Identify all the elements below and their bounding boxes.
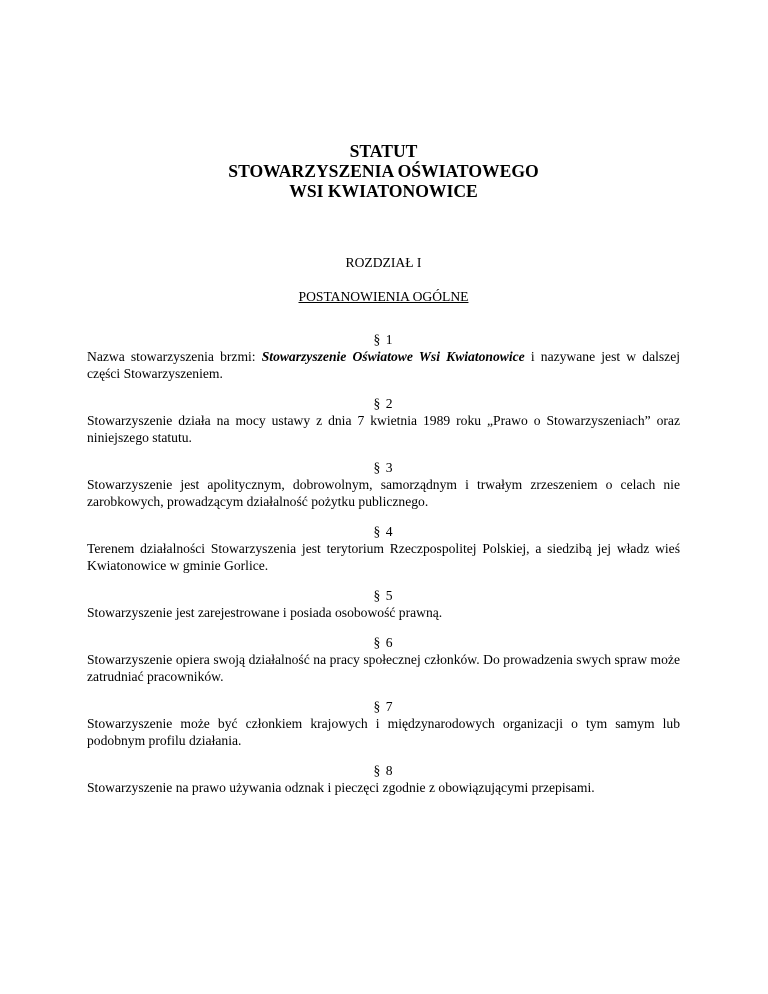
section-symbol: § 6 [373,635,394,650]
sections-list [87,332,680,796]
document-title [87,141,680,201]
section-8 [87,763,680,796]
title-line-1: STATUT [349,141,418,161]
section-4 [87,524,680,574]
association-name-emphasis: Stowarzyszenie Oświatowe Wsi Kwiatonowice [261,349,525,364]
section-text: Stowarzyszenie działa na mocy ustawy z dnia 7 kwietnia 1989 roku „Prawo o Stowarzyszeniach” oraz niniejszego statutu. [87,413,680,445]
section-1 [87,332,680,382]
section-6 [87,635,680,685]
section-3 [87,460,680,510]
section-symbol: § 2 [373,396,394,411]
section-text: Stowarzyszenie jest zarejestrowane i posiada osobowość prawną. [87,605,443,620]
chapter-title-text: POSTANOWIENIA OGÓLNE [298,289,469,304]
section-5 [87,588,680,621]
section-symbol: § 8 [373,763,394,778]
section-text: Terenem działalności Stowarzyszenia jest terytorium Rzeczpospolitej Polskiej, a siedzibą jej władz wieś Kwiatonowice w gminie Gorlice. [87,541,680,573]
title-line-3: WSI KWIATONOWICE [289,181,478,201]
section-symbol: § 4 [373,524,394,539]
section-text: Stowarzyszenie opiera swoją działalność na pracy społecznej członków. Do prowadzenia swych spraw może zatrudniać pracowników. [87,652,680,684]
title-line-2: STOWARZYSZENIA OŚWIATOWEGO [228,161,539,181]
chapter-number: ROZDZIAŁ I [345,255,422,270]
section-7 [87,699,680,749]
section-text-after: i nazywane jest w dalszej części Stowarzyszeniem. [87,349,681,381]
section-text: Stowarzyszenie może być członkiem krajowych i międzynarodowych organizacji o tym samym lub podobnym profilu działania. [87,716,680,748]
section-text-before: Nazwa stowarzyszenia brzmi: [87,349,262,364]
section-symbol: § 3 [373,460,394,475]
section-symbol: § 5 [373,588,394,603]
section-text: Stowarzyszenie na prawo używania odznak i pieczęci zgodnie z obowiązującymi przepisami. [87,780,595,795]
section-2 [87,396,680,446]
section-symbol: § 1 [373,332,394,347]
section-symbol: § 7 [373,699,394,714]
section-text [87,348,680,382]
document-page [87,141,680,810]
chapter-title [87,289,680,305]
section-text: Stowarzyszenie jest apolitycznym, dobrowolnym, samorządnym i trwałym zrzeszeniem o celach nie zarobkowych, prowadzącym działalność pożytku publicznego. [87,477,680,509]
